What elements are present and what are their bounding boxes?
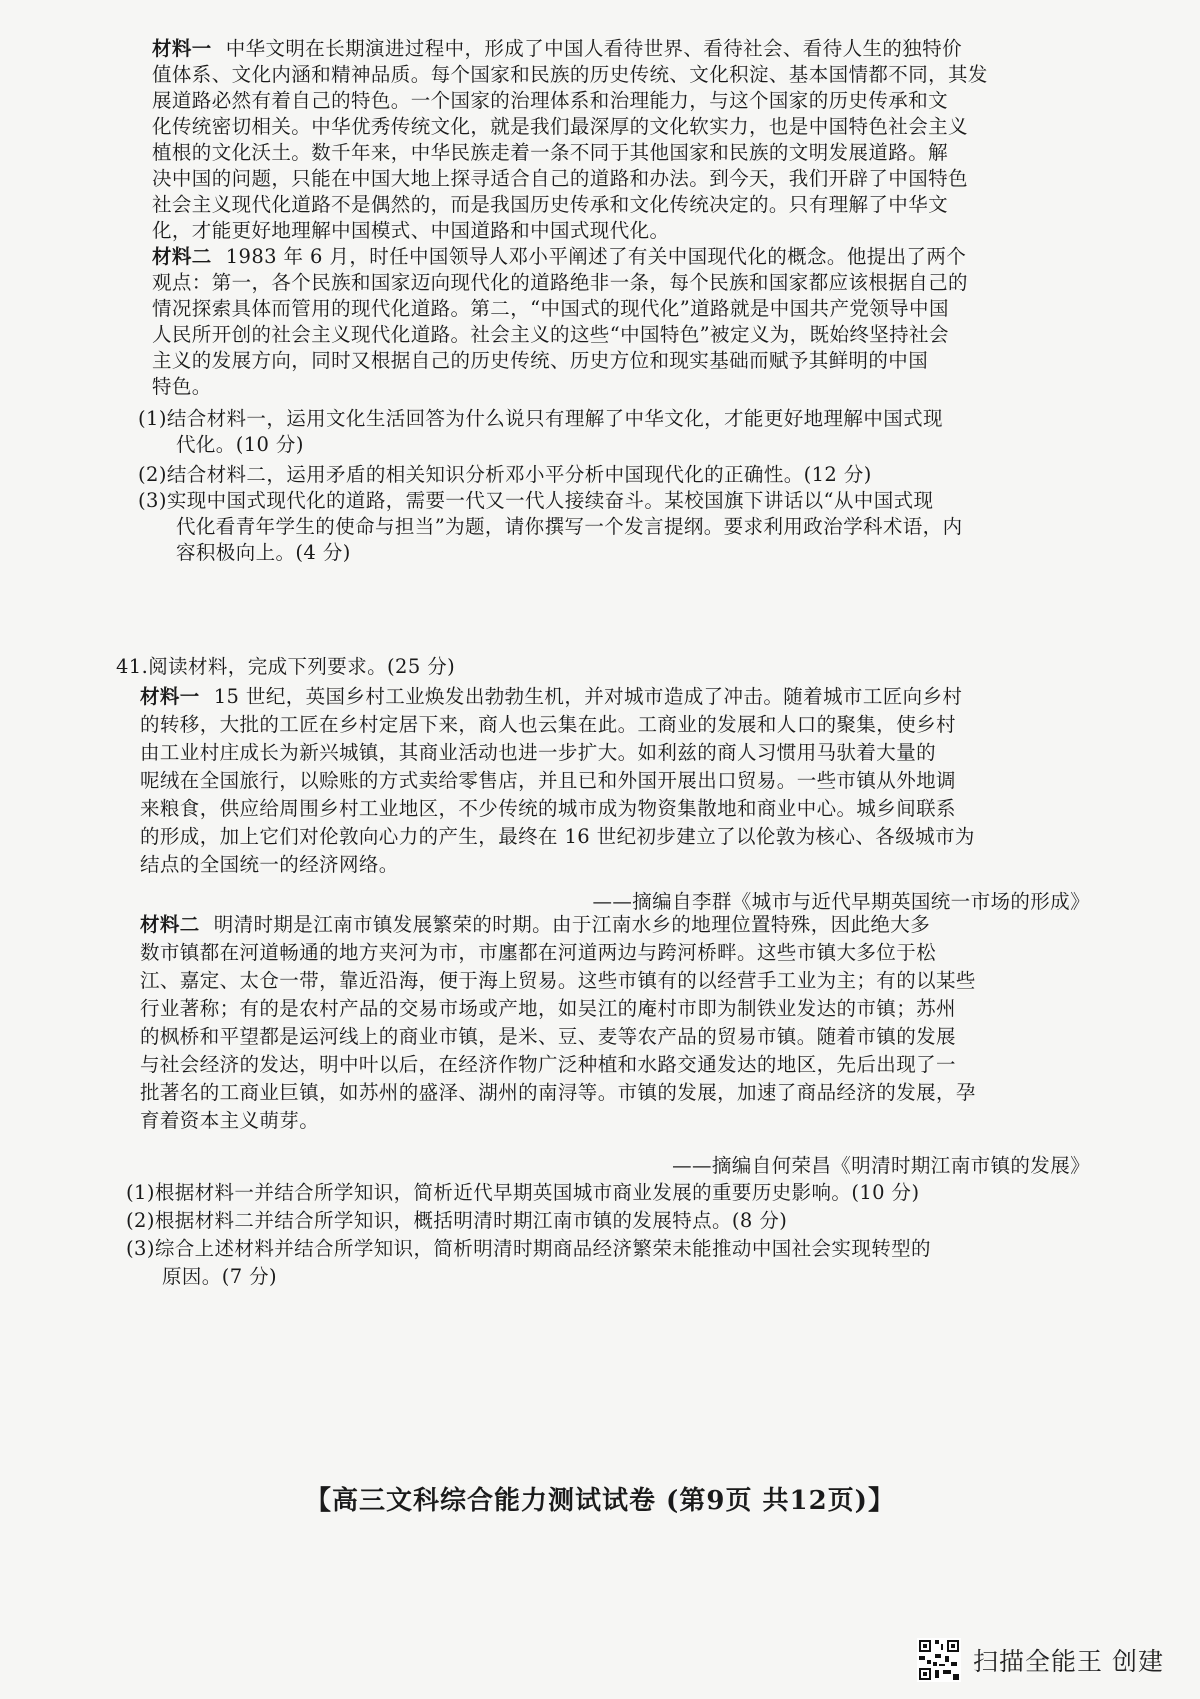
q41-heading-text: 41.阅读材料，完成下列要求。(25 分) <box>116 655 456 678</box>
q41-material-2-source: ——摘编自何荣昌《明清时期江南市镇的发展》 <box>672 1154 1090 1177</box>
q41-heading <box>116 654 816 682</box>
scanner-watermark <box>917 1638 1164 1682</box>
question-3-cont: 容积极向上。(4 分) <box>176 541 351 564</box>
q41-material-1-label: 材料一 <box>140 685 200 708</box>
q41-material-2-line: 批著名的工商业巨镇，如苏州的盛泽、湖州的南浔等。市镇的发展，加速了商品经济的发展，孕 <box>140 1081 976 1104</box>
material-2-line: 特色。 <box>152 375 212 398</box>
qr-code-icon <box>917 1638 961 1682</box>
question-3-cont: 代化看青年学生的使命与担当”为题，请你撰写一个发言提纲。要求利用政治学科术语，内 <box>176 515 963 538</box>
material-1-block <box>152 36 1092 246</box>
q41-material-2-line-1 <box>140 912 930 938</box>
q41-material-2-label: 材料二 <box>140 913 200 936</box>
material-2-text: 1983 年 6 月，时任中国领导人邓小平阐述了有关中国现代化的概念。他提出了两个 <box>225 245 967 268</box>
top-questions <box>138 406 1098 576</box>
q41-questions <box>126 1180 1106 1300</box>
q41-material-1-line: 的转移，大批的工匠在乡村定居下来，商人也云集在此。工商业的发展和人口的聚集，使乡村 <box>140 713 956 736</box>
q41-material-2-line: 的枫桥和平望都是运河线上的商业市镇，是米、豆、麦等农产品的贸易市镇。随着市镇的发展 <box>140 1025 956 1048</box>
q41-material-2-line: 江、嘉定、太仓一带，靠近沿海，便于海上贸易。这些市镇有的以经营手工业为主；有的以某些 <box>140 969 976 992</box>
q41-material-1-line: 由工业村庄成长为新兴城镇，其商业活动也进一步扩大。如利兹的商人习惯用马驮着大量的 <box>140 741 937 764</box>
material-2-block <box>152 244 1092 404</box>
material-1-line: 展道路必然有着自己的特色。一个国家的治理体系和治理能力，与这个国家的历史传承和文 <box>152 89 949 112</box>
q41-question-3-cont: 原因。(7 分) <box>162 1265 278 1288</box>
q41-material-2 <box>140 912 1100 1142</box>
question-1-cont: 代化。(10 分) <box>176 433 304 456</box>
material-2-line: 情况探索具体而管用的现代化道路。第二，“中国式的现代化”道路就是中国共产党领导中国 <box>152 297 949 320</box>
q41-question-1: (1)根据材料一并结合所学知识，简析近代早期英国城市商业发展的重要历史影响。(10 分) <box>126 1181 920 1204</box>
q41-material-2-line: 育着资本主义萌芽。 <box>140 1109 320 1132</box>
material-1-text: 中华文明在长期演进过程中，形成了中国人看待世界、看待社会、看待人生的独特价 <box>225 37 963 60</box>
material-2-line-1 <box>152 244 966 270</box>
question-2: (2)结合材料二，运用矛盾的相关知识分析邓小平分析中国现代化的正确性。(12 分) <box>138 463 872 486</box>
material-2-label: 材料二 <box>152 245 212 268</box>
q41-material-1-line: 呢绒在全国旅行，以赊账的方式卖给零售店，并且已和外国开展出口贸易。一些市镇从外地调 <box>140 769 956 792</box>
material-2-line: 观点：第一，各个民族和国家迈向现代化的道路绝非一条，每个民族和国家都应该根据自己的 <box>152 271 968 294</box>
material-1-line: 社会主义现代化道路不是偶然的，而是我国历史传承和文化传统决定的。只有理解了中华文 <box>152 193 949 216</box>
material-1-line: 化传统密切相关。中华优秀传统文化，就是我们最深厚的文化软实力，也是中国特色社会主义 <box>152 115 968 138</box>
q41-material-1-source: ——摘编自李群《城市与近代早期英国统一市场的形成》 <box>592 890 1090 913</box>
q41-material-2-line: 数市镇都在河道畅通的地方夹河为市，市廛都在河道两边与跨河桥畔。这些市镇大多位于松 <box>140 941 937 964</box>
q41-material-1-line: 结点的全国统一的经济网络。 <box>140 853 399 876</box>
q41-material-1-text: 15 世纪，英国乡村工业焕发出勃勃生机，并对城市造成了冲击。随着城市工匠向乡村 <box>213 685 963 708</box>
q41-question-2: (2)根据材料二并结合所学知识，概括明清时期江南市镇的发展特点。(8 分) <box>126 1209 788 1232</box>
page-footer: 【高三文科综合能力测试试卷 (第9页 共12页)】 <box>305 1486 895 1516</box>
question-3: (3)实现中国式现代化的道路，需要一代又一代人接续奋斗。某校国旗下讲话以“从中国式现 <box>138 489 934 512</box>
material-1-line: 值体系、文化内涵和精神品质。每个国家和民族的历史传统、文化积淀、基本国情都不同，其发 <box>152 63 988 86</box>
material-1-line: 化，才能更好地理解中国模式、中国道路和中国式现代化。 <box>152 219 670 242</box>
q41-material-2-text: 明清时期是江南市镇发展繁荣的时期。由于江南水乡的地理位置特殊，因此绝大多 <box>213 913 931 936</box>
q41-material-2-line: 与社会经济的发达，明中叶以后，在经济作物广泛种植和水路交通发达的地区，先后出现了一 <box>140 1053 956 1076</box>
material-1-line: 决中国的问题，只能在中国大地上探寻适合自己的道路和办法。到今天，我们开辟了中国特色 <box>152 167 968 190</box>
q41-material-1-line: 来粮食，供应给周围乡村工业地区，不少传统的城市成为物资集散地和商业中心。城乡间联系 <box>140 797 956 820</box>
material-1-line: 植根的文化沃土。数千年来，中华民族走着一条不同于其他国家和民族的文明发展道路。解 <box>152 141 949 164</box>
q41-material-2-line: 行业著称；有的是农村产品的交易市场或产地，如吴江的庵村市即为制铁业发达的市镇；苏州 <box>140 997 956 1020</box>
material-1-label: 材料一 <box>152 37 212 60</box>
question-1: (1)结合材料一，运用文化生活回答为什么说只有理解了中华文化，才能更好地理解中国式现 <box>138 407 943 430</box>
q41-material-1-line: 的形成，加上它们对伦敦向心力的产生，最终在 16 世纪初步建立了以伦敦为核心、各级城市为 <box>140 825 975 848</box>
q41-material-1 <box>140 684 1100 884</box>
q41-material-1-line-1 <box>140 684 962 710</box>
material-2-line: 主义的发展方向，同时又根据自己的历史传统、历史方位和现实基础而赋予其鲜明的中国 <box>152 349 929 372</box>
material-2-line: 人民所开创的社会主义现代化道路。社会主义的这些“中国特色”被定义为，既始终坚持社会 <box>152 323 949 346</box>
watermark-text: 扫描全能王 创建 <box>973 1647 1164 1676</box>
q41-question-3: (3)综合上述材料并结合所学知识，简析明清时期商品经济繁荣未能推动中国社会实现转型的 <box>126 1237 931 1260</box>
material-1-line-1 <box>152 36 962 62</box>
